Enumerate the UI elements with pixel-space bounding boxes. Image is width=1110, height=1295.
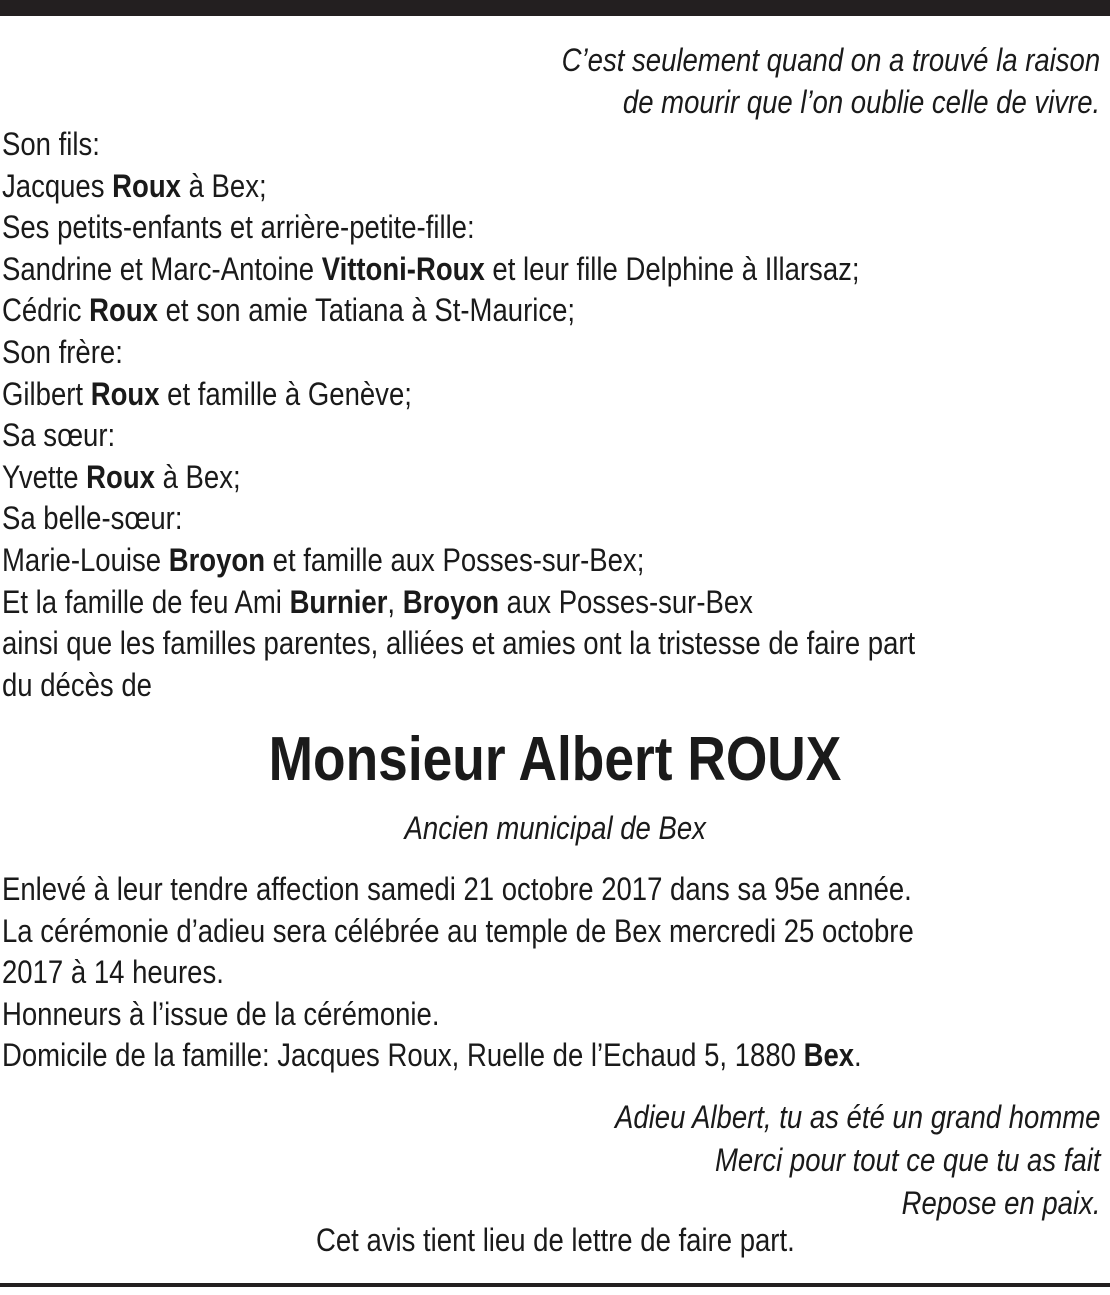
bottom-rule [0,1283,1110,1287]
top-rule [0,0,1110,16]
surname: Roux [89,292,158,329]
first-name: Marie-Louise [2,541,169,578]
location: à Bex; [154,458,241,495]
announcement-line: ainsi que les familles parentes, alliées et amies ont la tristesse de faire part [2,625,916,662]
ceremony-details [2,869,914,1077]
farewell-line: Adieu Albert, tu as été un grand homme [614,1099,1100,1135]
first-name: Jacques [2,167,113,204]
details-line: Enlevé à leur tendre affection samedi 21 octobre 2017 dans sa 95e année. [2,871,912,907]
details-line: 2017 à 14 heures. [2,954,224,991]
address-punctuation: . [854,1037,862,1074]
closing-note [0,1219,1110,1261]
epigraph-line: C’est seulement quand on a trouvé la raison [561,42,1100,78]
address-city: Bex [803,1037,855,1074]
location: et famille à Genève; [159,375,412,412]
grandchild-entry [2,249,915,291]
address-text: Domicile de la famille: Jacques Roux, Ruelle de l’Echaud 5, 1880 [2,1037,804,1074]
location: aux Posses-sur-Bex [499,583,753,620]
surname: Broyon [402,583,500,620]
sister-in-law-entry [2,540,915,582]
grandchildren-heading: Ses petits-enfants et arrière-petite-fille: [2,209,475,246]
deceased-name [0,724,1110,796]
grandchild-entry [2,290,915,332]
location: et leur fille Delphine à Illarsaz; [484,250,860,287]
deceased-role [0,808,1110,848]
details-line: La cérémonie d’adieu sera célébrée au temple de Bex mercredi 25 octobre [2,912,914,949]
surname: Vittoni-Roux [321,250,485,287]
farewell-line: Merci pour tout ce que tu as fait [714,1142,1100,1178]
deceased-name-text: Monsieur Albert ROUX [268,725,842,794]
location: à Bex; [180,167,267,204]
deceased-role-text: Ancien municipal de Bex [404,810,706,846]
brother-heading: Son frère: [2,333,123,370]
late-family-entry [2,582,915,624]
first-name: Gilbert [2,375,91,412]
sister-entry [2,457,915,499]
surname: Broyon [168,541,266,578]
first-name: Et la famille de feu Ami [2,583,290,620]
first-name: Sandrine et Marc-Antoine [2,250,322,287]
sister-heading: Sa sœur: [2,417,116,454]
location: et son amie Tatiana à St-Maurice; [157,292,576,329]
farewell-line: Repose en paix. [901,1185,1100,1221]
surname: Burnier [289,583,388,620]
brother-entry [2,374,915,416]
separator: , [387,583,403,620]
family-list [2,124,915,706]
surname: Roux [90,375,160,412]
first-name: Cédric [2,292,90,329]
surname: Roux [86,458,155,495]
location: et famille aux Posses-sur-Bex; [265,541,645,578]
son-entry [2,166,915,208]
son-heading: Son fils: [2,126,100,162]
epigraph-line: de mourir que l’on oublie celle de vivre. [622,83,1100,120]
epigraph [562,40,1100,123]
surname: Roux [112,167,181,204]
closing-text: Cet avis tient lieu de lettre de faire part. [315,1222,795,1258]
farewell-verse [615,1096,1100,1225]
family-address [2,1035,914,1077]
details-line: Honneurs à l’issue de la cérémonie. [2,995,440,1032]
first-name: Yvette [2,458,87,495]
announcement-line: du décès de [2,666,152,703]
sister-in-law-heading: Sa belle-sœur: [2,500,183,537]
